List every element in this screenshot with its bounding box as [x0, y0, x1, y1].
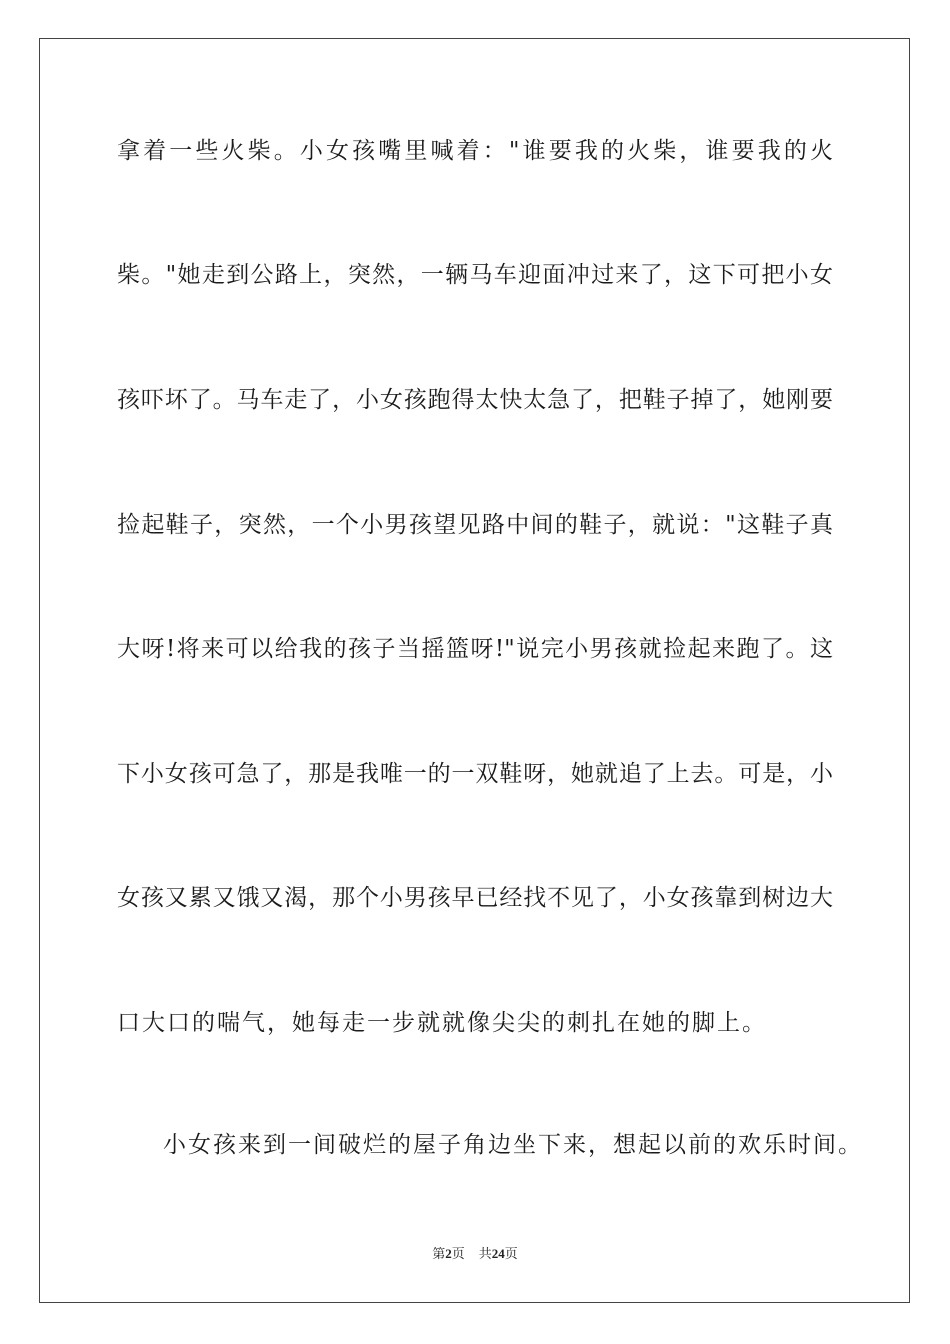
footer-page-prefix: 第: [432, 1246, 446, 1261]
text-line-5: 大呀!将来可以给我的孩子当摇篮呀!"说完小男孩就捡起来跑了。这: [117, 636, 833, 662]
text-line-3: 孩吓坏了。马车走了，小女孩跑得太快太急了，把鞋子掉了，她刚要: [117, 387, 833, 413]
footer-page-suffix: 页: [451, 1246, 465, 1261]
footer-total-prefix: 共: [478, 1246, 492, 1261]
footer-total-suffix: 页: [504, 1246, 518, 1261]
text-line-8: 口大口的喘气，她每走一步就就像尖尖的刺扎在她的脚上。: [117, 1010, 767, 1036]
text-line-6: 下小女孩可急了，那是我唯一的一双鞋呀，她就追了上去。可是，小: [117, 761, 833, 787]
page-border: [39, 38, 910, 1303]
footer-page-number: 2: [445, 1246, 452, 1261]
text-line-2: 柴。"她走到公路上，突然，一辆马车迎面冲过来了，这下可把小女: [117, 262, 833, 288]
text-line-9: 小女孩来到一间破烂的屋子角边坐下来，想起以前的欢乐时间。: [163, 1132, 863, 1158]
footer-total-pages: 24: [491, 1246, 505, 1261]
text-line-4: 捡起鞋子，突然，一个小男孩望见路中间的鞋子，就说："这鞋子真: [117, 512, 833, 538]
text-line-7: 女孩又累又饿又渴，那个小男孩早已经找不见了，小女孩靠到树边大: [117, 885, 833, 911]
page-footer: [0, 1245, 950, 1263]
text-line-1: 拿着一些火柴。小女孩嘴里喊着："谁要我的火柴，谁要我的火: [117, 138, 833, 164]
